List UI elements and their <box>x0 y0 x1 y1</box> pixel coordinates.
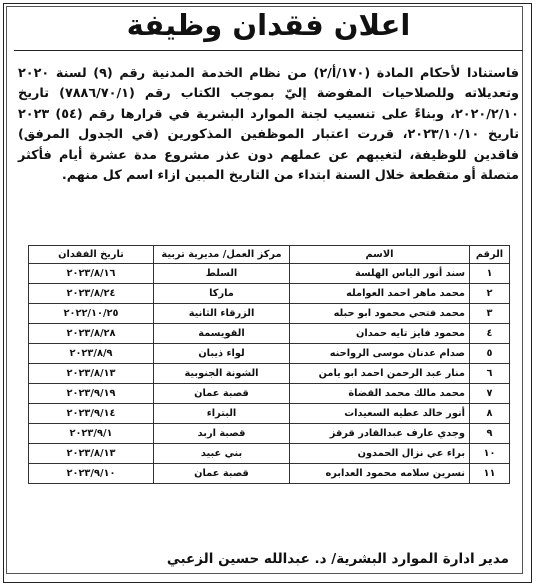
signature-line: مدير ادارة الموارد البشرية/ د. عبدالله حسين الزعبي <box>166 551 509 567</box>
cell-workplace: البتراء <box>154 404 290 424</box>
cell-name: سند أنور الياس الهلسة <box>290 264 470 284</box>
cell-workplace: قصبة اربد <box>154 424 290 444</box>
table-row <box>29 344 510 364</box>
cell-number: ١١ <box>470 464 510 484</box>
table-row <box>29 304 510 324</box>
table-body <box>29 264 510 484</box>
cell-workplace: الزرقاء الثانية <box>154 304 290 324</box>
table-row <box>29 424 510 444</box>
cell-loss-date: ٢٠٢٣/٨/١٦ <box>29 264 154 284</box>
table-row <box>29 264 510 284</box>
cell-number: ٣ <box>470 304 510 324</box>
cell-loss-date: ٢٠٢٣/٨/١٣ <box>29 364 154 384</box>
header-number: الرقم <box>470 246 510 264</box>
cell-number: ٨ <box>470 404 510 424</box>
cell-workplace: بني عبيد <box>154 444 290 464</box>
cell-name: أنور خالد عطيه السعيدات <box>290 404 470 424</box>
cell-loss-date: ٢٠٢٣/٩/١٠ <box>29 464 154 484</box>
cell-name: صدام عدنان موسى الرواحنه <box>290 344 470 364</box>
header-workplace: مركز العمل/ مديرية تربية <box>154 246 290 264</box>
cell-workplace: السلط <box>154 264 290 284</box>
cell-loss-date: ٢٠٢٣/٨/٢٨ <box>29 324 154 344</box>
cell-workplace: الشونة الجنوبية <box>154 364 290 384</box>
cell-loss-date: ٢٠٢٣/٨/٢٤ <box>29 284 154 304</box>
notice-body: فاستنادا لأحكام المادة (١٧٠/أ/٢) من نظام الخدمة المدنية رقم (٩) لسنة ٢٠٢٠ وتعديلاته وللصلاحيات المفوضة إليّ بموجب الكتاب رقم (٧٨٨٦/٧٠/١) تاريخ ٢٠٢٠/٢/١٠، وبناءً على تنسيب لجنة الموارد البشرية في قرارها رقم (٥٤) ٢٠٢٣ تاريخ ٢٠٢٣/١٠/١٠، قررت اعتبار الموظفين المذكورين (في الجدول المرفق) فاقدين للوظيفة، لتغيبهم عن عملهم دون عذر مشروع مدة عشرة أيام فأكثر متصلة أو متقطعة خلال السنة ابتداء من التاريخ المبين ازاء اسم كل منهم. <box>18 66 520 184</box>
cell-workplace: قصبة عمان <box>154 464 290 484</box>
cell-number: ١ <box>470 264 510 284</box>
cell-number: ٤ <box>470 324 510 344</box>
table-row <box>29 444 510 464</box>
cell-workplace: ماركا <box>154 284 290 304</box>
cell-workplace: لواء ذيبان <box>154 344 290 364</box>
cell-number: ٢ <box>470 284 510 304</box>
cell-name: براء عي نزال الحمدون <box>290 444 470 464</box>
header-loss-date: تاريخ الفقدان <box>29 246 154 264</box>
table-row <box>29 324 510 344</box>
cell-name: محمود فايز تايه حمدان <box>290 324 470 344</box>
cell-loss-date: ٢٠٢٢/١٠/٢٥ <box>29 304 154 324</box>
table-row <box>29 364 510 384</box>
cell-workplace: قصبة عمان <box>154 384 290 404</box>
cell-loss-date: ٢٠٢٣/٩/١٤ <box>29 404 154 424</box>
cell-name: محمد مالك محمد القضاة <box>290 384 470 404</box>
cell-number: ٥ <box>470 344 510 364</box>
cell-number: ١٠ <box>470 444 510 464</box>
cell-loss-date: ٢٠٢٣/٨/١٣ <box>29 444 154 464</box>
table-row <box>29 284 510 304</box>
cell-name: نسرين سلامه محمود العدابره <box>290 464 470 484</box>
cell-loss-date: ٢٠٢٣/٨/٩ <box>29 344 154 364</box>
cell-name: وجدي عارف عبدالقادر قرقز <box>290 424 470 444</box>
cell-loss-date: ٢٠٢٣/٩/١ <box>29 424 154 444</box>
cell-name: منار عبد الرحمن احمد ابو يامن <box>290 364 470 384</box>
cell-name: محمد ماهر احمد العوامله <box>290 284 470 304</box>
table-row <box>29 404 510 424</box>
cell-number: ٧ <box>470 384 510 404</box>
notice-title: اعلان فقدان وظيفة <box>126 8 411 42</box>
header-name: الاسم <box>290 246 470 264</box>
table-row <box>29 464 510 484</box>
cell-number: ٩ <box>470 424 510 444</box>
employees-table <box>28 245 510 484</box>
table-header-row <box>29 246 510 264</box>
table-row <box>29 384 510 404</box>
cell-number: ٦ <box>470 364 510 384</box>
cell-workplace: القويسمة <box>154 324 290 344</box>
cell-name: محمد فتحي محمود ابو حبله <box>290 304 470 324</box>
cell-loss-date: ٢٠٢٣/٩/١٩ <box>29 384 154 404</box>
title-divider <box>14 50 523 51</box>
